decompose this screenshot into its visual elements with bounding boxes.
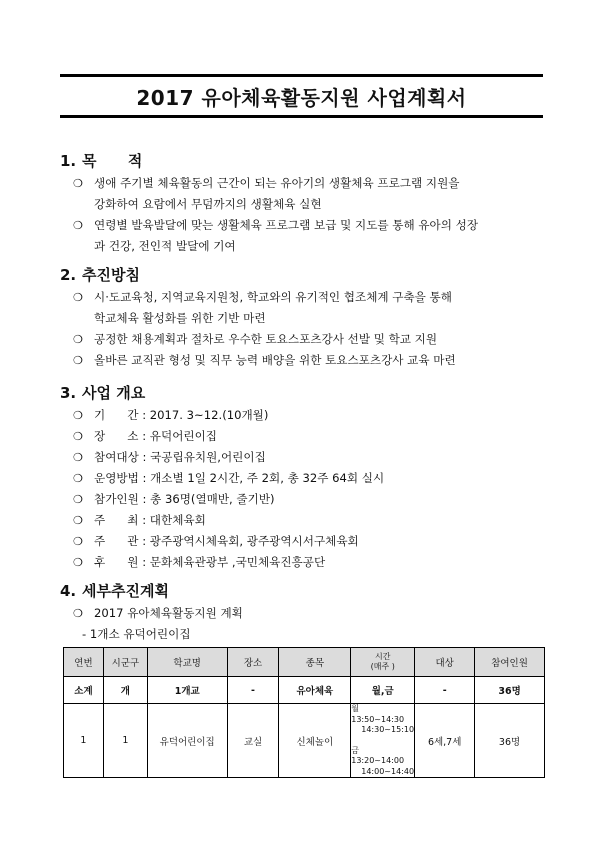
section-heading: 4. 세부추진계획 [60, 582, 169, 600]
bullet-marker: ❍ [73, 219, 83, 232]
section-policy [60, 264, 560, 371]
table-row-subtotal: 소계 개 1개교 - 유아체육 월,금 - 36명 [64, 677, 545, 704]
section-heading: 3. 사업 개요 [60, 384, 146, 402]
list-item: ❍ 참가인원 : 총 36명(열매반, 줄기반) [73, 492, 275, 506]
section-overview [60, 382, 560, 573]
list-item: ❍ 참여대상 : 국공립유치원,어린이집 [73, 450, 266, 464]
bullet-marker: ❍ [73, 333, 83, 346]
list-item: ❍ 주 관 : 광주광역시체육회, 광주광역시서구체육회 [73, 534, 359, 548]
list-item: ❍ 장 소 : 유덕어린이집 [73, 429, 217, 443]
document-title: 2017 유아체육활동지원 사업계획서 [136, 85, 467, 110]
plan-label: ❍ 2017 유아체육활동지원 계획 [73, 606, 243, 620]
list-item: ❍ 기 간 : 2017. 3~12.(10개월) [73, 408, 269, 422]
section-detail-plan [60, 580, 560, 645]
plan-table [63, 647, 545, 778]
list-item: ❍ 공정한 채용계획과 절차로 우수한 토요스포츠강사 선발 및 학교 지원 [60, 329, 560, 350]
list-item: ❍ 올바른 교직관 형성 및 직무 능력 배양을 위한 토요스포츠강사 교육 마련 [60, 350, 560, 371]
sub-label: - 1개소 유덕어린이집 [82, 627, 191, 641]
title-box [60, 74, 543, 118]
bullet-marker: ❍ [73, 177, 83, 190]
list-item: ❍ 후 원 : 문화체육관광부 ,국민체육진흥공단 [73, 555, 326, 569]
section-heading: 1. 목 적 [60, 152, 143, 170]
section-purpose [60, 150, 560, 257]
list-item: ❍ 시·도교육청, 지역교육지원청, 학교와의 유기적인 협조체계 구축을 통해 학교체육 활성화를 위한 기반 마련 [60, 287, 560, 329]
schedule-times: 월 13:50~14:30 14:30~15:10 금 13:20~14:00 14:00~14:40 [351, 704, 415, 776]
section-heading: 2. 추진방침 [60, 266, 140, 284]
bullet-marker: ❍ [73, 354, 83, 367]
table-row: 1 1 유덕어린이집 교실 신체놀이 월 13:50~14:30 14:30~15:10 금 13:20~14:00 14:00~14:40 6세,7세 36명 [64, 704, 545, 778]
table-header: 연번 시군구 학교명 장소 종목 시간 (매주 ) 대상 참여인원 [64, 648, 545, 677]
list-item: ❍ 연령별 발육발달에 맞는 생활체육 프로그램 보급 및 지도를 통해 유아의 성장 과 건강, 전인적 발달에 기여 [60, 215, 560, 257]
list-item: ❍ 운영방법 : 개소별 1일 2시간, 주 2회, 총 32주 64회 실시 [73, 471, 385, 485]
list-item: ❍ 주 최 : 대한체육회 [73, 513, 206, 527]
list-item: ❍ 생애 주기별 체육활동의 근간이 되는 유아기의 생활체육 프로그램 지원을 강화하여 요람에서 무덤까지의 생활체육 실현 [60, 173, 560, 215]
bullet-marker: ❍ [73, 291, 83, 304]
